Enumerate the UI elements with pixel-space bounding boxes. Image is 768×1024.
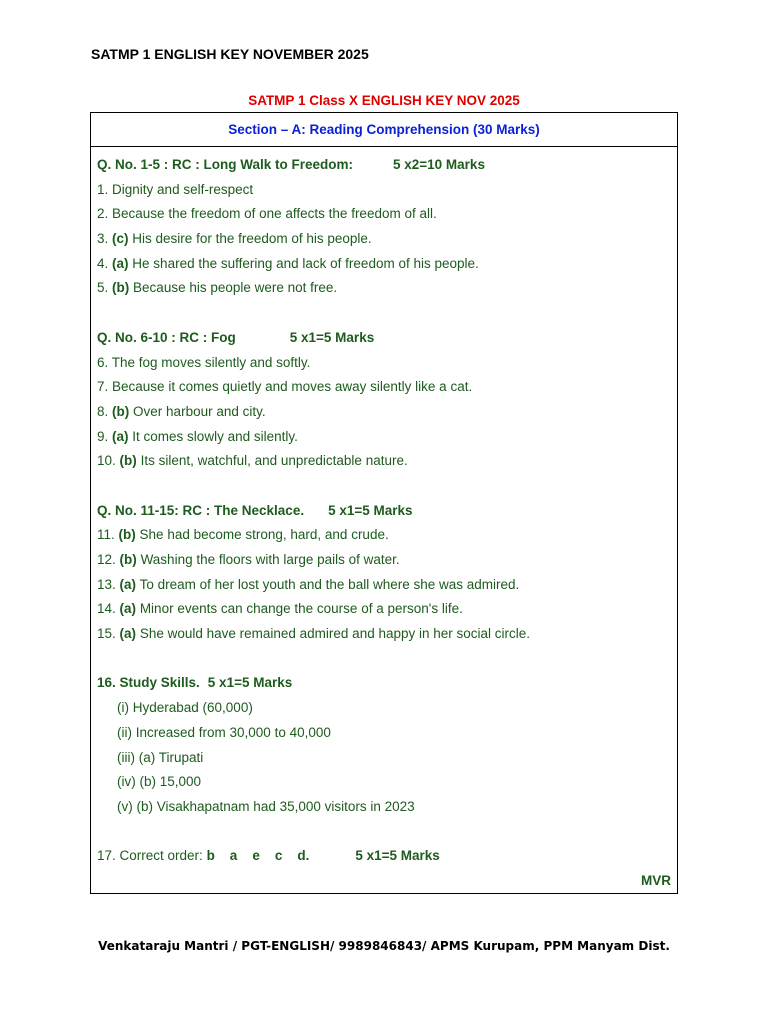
- spacer: [97, 820, 671, 845]
- question-heading-6-10: [97, 326, 671, 351]
- answer-text: Because the freedom of one affects the freedom of all.: [112, 206, 437, 222]
- answer-number: 12.: [97, 552, 116, 567]
- answer-line: (v) (b) Visakhapatnam had 35,000 visitors in 2023: [117, 798, 415, 814]
- page-header: SATMP 1 ENGLISH KEY NOVEMBER 2025: [91, 46, 369, 62]
- answer-text: The fog moves silently and softly.: [111, 354, 311, 370]
- answer-option: (a): [119, 576, 137, 592]
- answer-line: (i) Hyderabad (60,000): [117, 700, 253, 716]
- question-heading-text: Q. No. 1-5 : RC : Long Walk to Freedom:: [97, 157, 353, 172]
- answer-option: (b): [112, 280, 130, 296]
- answer-text: To dream of her lost youth and the ball where she was admired.: [139, 576, 520, 592]
- marks-label: 5 x1=5 Marks: [328, 502, 413, 518]
- answer-line: [97, 523, 671, 548]
- answer-number: 10.: [97, 453, 116, 469]
- answer-list-16: [97, 696, 671, 819]
- answer-number: 7.: [97, 379, 109, 395]
- answer-list-11-15: [97, 523, 671, 646]
- marks-label: 5 x2=10 Marks: [393, 157, 485, 172]
- document-title: SATMP 1 Class X ENGLISH KEY NOV 2025: [248, 93, 520, 108]
- answer-number: 5.: [97, 280, 109, 296]
- answer-line: [97, 622, 671, 647]
- question-heading-text: 16. Study Skills.: [97, 675, 200, 691]
- answer-number: 14.: [97, 601, 116, 617]
- answer-option: (a): [119, 601, 137, 617]
- answer-option: (b): [118, 527, 136, 543]
- answer-option: (b): [112, 403, 130, 419]
- answer-text: Its silent, watchful, and unpredictable nature.: [140, 453, 408, 469]
- answer-text: His desire for the freedom of his people.: [132, 231, 372, 247]
- answer-option: (b): [119, 552, 137, 567]
- question-17-line: [97, 844, 671, 869]
- question-heading-1-5: [97, 153, 671, 178]
- answer-text: Washing the floors with large pails of water.: [140, 552, 400, 567]
- answer-line: [97, 400, 671, 425]
- answer-line: [97, 597, 671, 622]
- spacer: [97, 647, 671, 672]
- marks-label: 5 x1=5 Marks: [207, 675, 293, 691]
- answer-list-1-5: [97, 178, 671, 301]
- answer-line: (ii) Increased from 30,000 to 40,000: [117, 724, 331, 740]
- answer-text: She had become strong, hard, and crude.: [139, 527, 389, 543]
- question-17-label: 17. Correct order:: [97, 848, 203, 864]
- answer-text: Minor events can change the course of a person's life.: [139, 601, 463, 617]
- answer-option: (a): [112, 255, 129, 271]
- spacer: [97, 301, 671, 326]
- section-title: Section – A: Reading Comprehension (30 Marks): [91, 113, 677, 147]
- answer-line: (iii) (a) Tirupati: [117, 749, 204, 765]
- answer-text: Because his people were not free.: [133, 280, 338, 296]
- answer-text: He shared the suffering and lack of freedom of his people.: [132, 255, 479, 271]
- answer-line: [97, 548, 671, 573]
- marks-label: 5 x1=5 Marks: [289, 329, 375, 345]
- answer-line: [97, 202, 671, 227]
- answer-text: Because it comes quietly and moves away silently like a cat.: [112, 379, 473, 395]
- answer-line: [97, 178, 671, 203]
- answer-line: (iv) (b) 15,000: [117, 774, 202, 790]
- answer-number: 11.: [97, 527, 115, 543]
- answer-line: [97, 276, 671, 301]
- answer-content: [91, 147, 677, 894]
- answer-number: 4.: [97, 255, 109, 271]
- question-heading-11-15: [97, 499, 671, 524]
- answer-text: Dignity and self-respect: [112, 181, 254, 197]
- answer-line: [97, 227, 671, 252]
- answer-number: 13.: [97, 576, 116, 592]
- marks-label: 5 x1=5 Marks: [355, 848, 440, 864]
- answer-key-box: [90, 112, 678, 894]
- answer-line: [97, 252, 671, 277]
- answer-option: (a): [112, 428, 129, 444]
- page-footer: Venkataraju Mantri / PGT-ENGLISH/ 9989846843/ APMS Kurupam, PPM Manyam Dist.: [98, 939, 670, 953]
- answer-number: 8.: [97, 403, 109, 419]
- answer-line: [97, 375, 671, 400]
- answer-line: [97, 573, 671, 598]
- answer-option: (a): [119, 626, 137, 642]
- answer-number: 1.: [97, 181, 109, 197]
- answer-line: [97, 449, 671, 474]
- answer-number: 2.: [97, 206, 109, 222]
- question-heading-16: [97, 671, 671, 696]
- answer-text: Over harbour and city.: [133, 403, 266, 419]
- answer-text: It comes slowly and silently.: [132, 428, 298, 444]
- question-heading-text: Q. No. 11-15: RC : The Necklace.: [97, 502, 305, 518]
- answer-line: [97, 351, 671, 376]
- answer-number: 15.: [97, 626, 116, 642]
- answer-line: [97, 425, 671, 450]
- answer-option: (b): [119, 453, 137, 469]
- answer-number: 6.: [97, 354, 109, 370]
- answer-text: She would have remained admired and happy in her social circle.: [139, 626, 531, 642]
- answer-option: (c): [112, 231, 129, 247]
- answer-number: 3.: [97, 231, 109, 247]
- correct-order: b a e c d.: [206, 848, 310, 864]
- answer-number: 9.: [97, 428, 109, 444]
- spacer: [97, 474, 671, 499]
- answer-list-6-10: [97, 351, 671, 474]
- signature-initials: MVR: [641, 872, 671, 888]
- question-heading-text: Q. No. 6-10 : RC : Fog: [97, 329, 236, 345]
